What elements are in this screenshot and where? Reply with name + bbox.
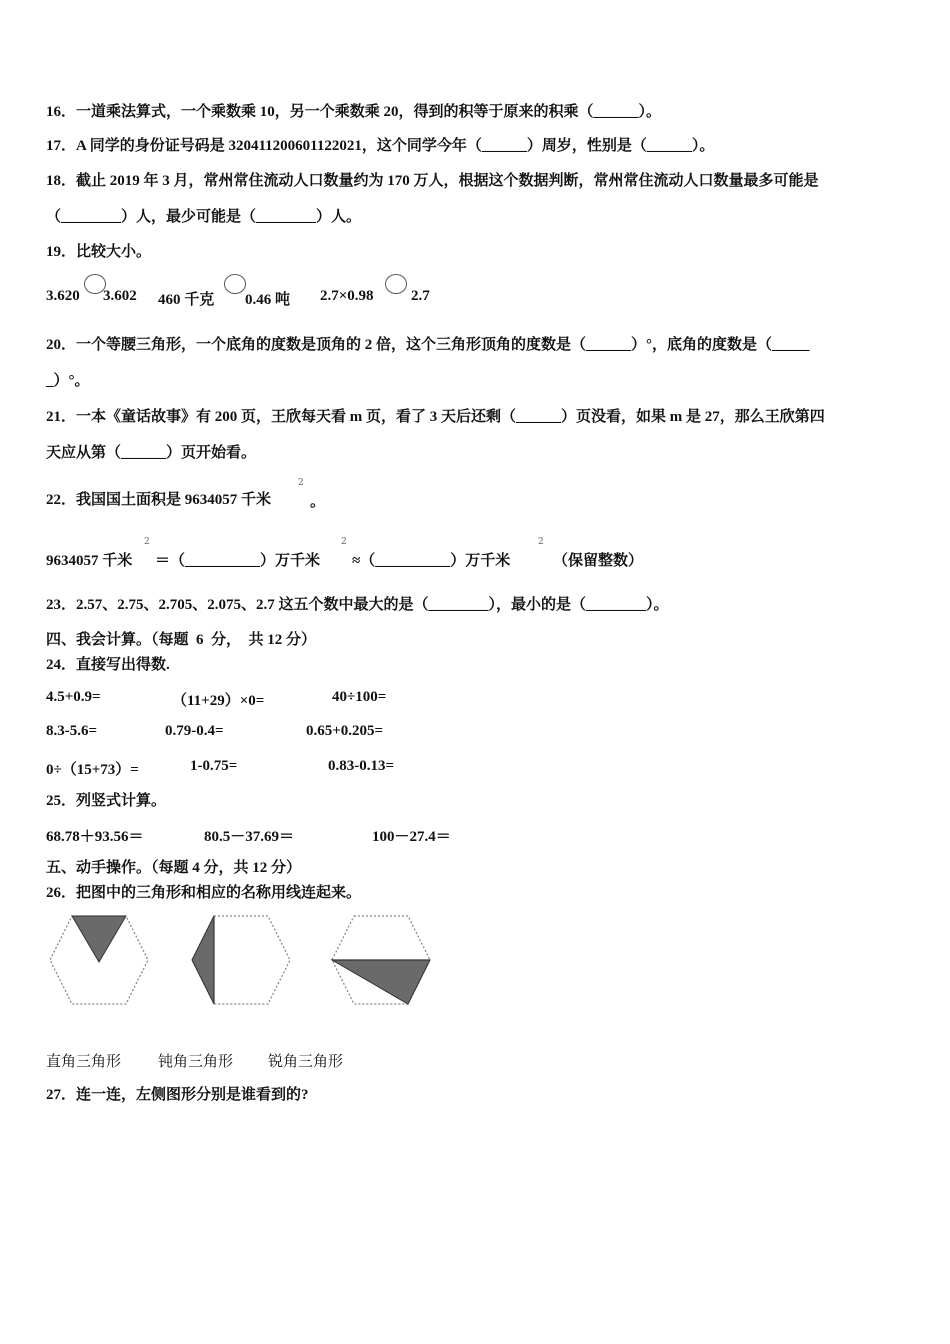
question-24: 24．直接写出得数. [46, 657, 170, 673]
vertical-calc-item: 68.78＋93.56＝ [46, 829, 144, 845]
calc-item: 4.5+0.9= [46, 689, 101, 705]
calc-item: 1-0.75= [190, 758, 238, 774]
vertical-calc-item: 100－27.4＝ [372, 829, 451, 845]
question-17: 17．A 同学的身份证号码是 320411200601122021，这个同学今年（______）周岁，性别是（______）。 [46, 138, 715, 154]
conversion-exact: ＝（__________）万千米 [155, 553, 321, 569]
hexagon-figure-3 [326, 912, 436, 1008]
question-26: 26．把图中的三角形和相应的名称用线连起来。 [46, 885, 362, 901]
compare-b-right: 0.46 吨 [245, 292, 291, 308]
question-20-line1: 20．一个等腰三角形，一个底角的度数是顶角的 2 倍，这个三角形顶角的度数是（______）°，底角的度数是（_____ [46, 337, 810, 353]
shaded-triangle [72, 916, 126, 962]
compare-a-right: 3.602 [103, 288, 137, 304]
conversion-approx: ≈（__________）万千米 [352, 553, 511, 569]
question-25: 25．列竖式计算。 [46, 793, 167, 809]
compare-a-left: 3.620 [46, 288, 80, 304]
calc-item: 0.83-0.13= [328, 758, 395, 774]
hexagon-figure-1 [44, 912, 154, 1008]
question-23: 23．2.57、2.75、2.705、2.075、2.7 这五个数中最大的是（________），最小的是（________）。 [46, 597, 669, 613]
question-19: 19．比较大小。 [46, 244, 152, 260]
shaded-triangle [192, 916, 214, 1004]
hexagon-figure-2 [186, 912, 296, 1008]
question-16: 16．一道乘法算式，一个乘数乘 10，另一个乘数乘 20，得到的积等于原来的积乘（______）。 [46, 104, 662, 120]
calc-item: （11+29）×0= [172, 693, 265, 709]
calc-item: 0÷（15+73）= [46, 762, 139, 778]
question-27: 27．连一连，左侧图形分别是谁看到的? [46, 1087, 309, 1103]
superscript-2: 2 [538, 537, 544, 547]
question-21-line1: 21．一本《童话故事》有 200 页，王欣每天看 m 页，看了 3 天后还剩（______）页没看，如果 m 是 27，那么王欣第四 [46, 409, 825, 425]
question-18-line2: （________）人，最少可能是（________）人。 [46, 209, 362, 225]
question-20-line2: _）°。 [46, 373, 90, 389]
section-4-heading: 四、我会计算。（每题 6 分， 共 12 分） [46, 632, 317, 648]
calc-item: 40÷100= [332, 689, 387, 705]
section-5-heading: 五、动手操作。（每题 4 分，共 12 分） [46, 860, 302, 876]
label-obtuse-triangle: 钝角三角形 [158, 1054, 234, 1070]
superscript-2: 2 [341, 537, 347, 547]
calc-item: 8.3-5.6= [46, 723, 98, 739]
compare-circle-b[interactable] [224, 274, 246, 294]
compare-c-left: 2.7×0.98 [320, 288, 374, 304]
vertical-calc-item: 80.5－37.69＝ [204, 829, 295, 845]
calc-item: 0.79-0.4= [165, 723, 224, 739]
compare-c-right: 2.7 [411, 288, 430, 304]
superscript-2: 2 [144, 537, 150, 547]
question-22: 22．我国国土面积是 9634057 千米 [46, 492, 272, 508]
compare-circle-c[interactable] [385, 274, 407, 294]
question-21-line2: 天应从第（______）页开始看。 [46, 445, 257, 461]
question-18-line1: 18．截止 2019 年 3 月，常州常住流动人口数量约为 170 万人，根据这个数据判断，常州常住流动人口数量最多可能是 [46, 173, 819, 189]
compare-b-left: 460 千克 [158, 292, 215, 308]
rounding-note: （保留整数） [553, 553, 644, 569]
label-right-triangle: 直角三角形 [46, 1054, 122, 1070]
calc-item: 0.65+0.205= [306, 723, 384, 739]
shaded-triangle [332, 960, 430, 1004]
question-22-end: 。 [310, 494, 326, 510]
area-value: 9634057 千米 [46, 553, 133, 569]
label-acute-triangle: 锐角三角形 [268, 1054, 344, 1070]
superscript-2: 2 [298, 478, 304, 488]
